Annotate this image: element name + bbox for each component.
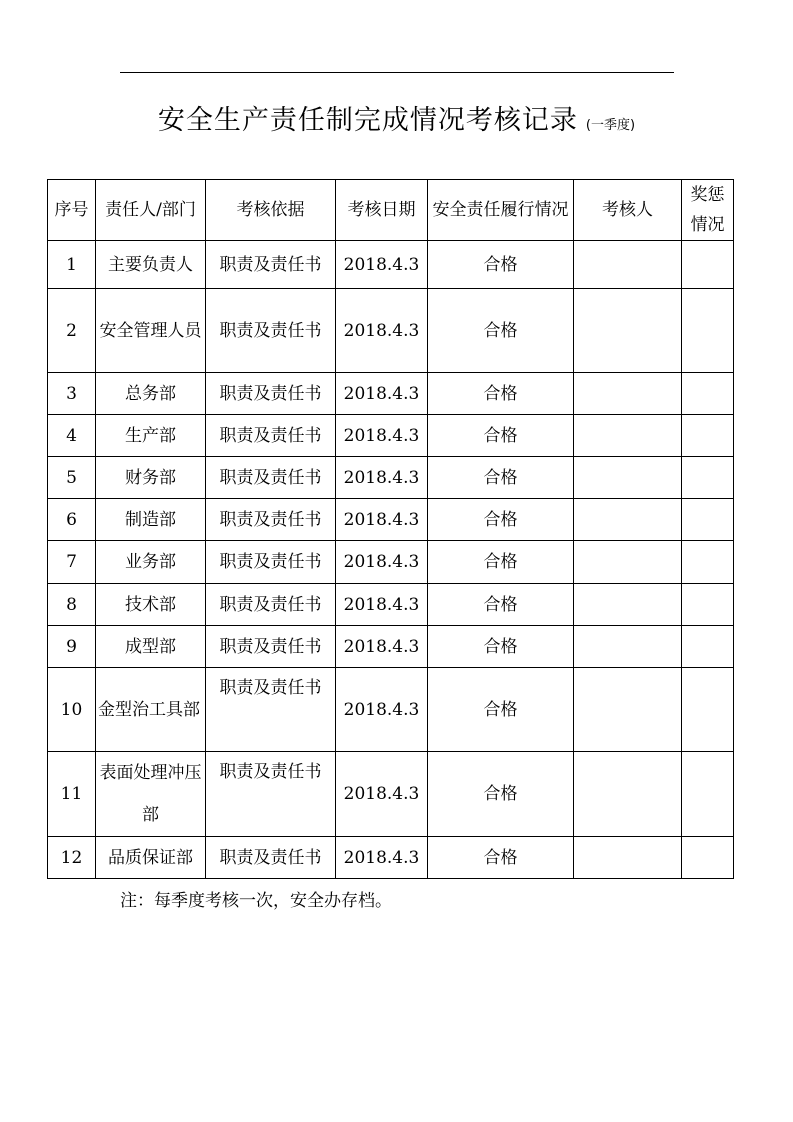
table-row bbox=[48, 373, 734, 415]
cell-dept: 业务部 bbox=[96, 541, 206, 584]
footnote: 注：每季度考核一次，安全办存档。 bbox=[120, 891, 392, 911]
cell-date: 2018.4.3 bbox=[336, 241, 428, 289]
cell-dept: 财务部 bbox=[96, 457, 206, 499]
cell-assessor bbox=[574, 668, 682, 752]
cell-date: 2018.4.3 bbox=[336, 373, 428, 415]
cell-assessor bbox=[574, 752, 682, 837]
cell-assessor bbox=[574, 837, 682, 879]
cell-basis: 职责及责任书 bbox=[206, 752, 336, 837]
cell-no: 5 bbox=[48, 457, 96, 499]
cell-status: 合格 bbox=[428, 415, 574, 457]
header-date: 考核日期 bbox=[336, 180, 428, 241]
cell-assessor bbox=[574, 584, 682, 626]
cell-date: 2018.4.3 bbox=[336, 541, 428, 584]
cell-basis: 职责及责任书 bbox=[206, 837, 336, 879]
table-row bbox=[48, 752, 734, 837]
cell-no: 12 bbox=[48, 837, 96, 879]
cell-assessor bbox=[574, 457, 682, 499]
cell-date: 2018.4.3 bbox=[336, 289, 428, 373]
cell-reward bbox=[682, 241, 734, 289]
header-assessor: 考核人 bbox=[574, 180, 682, 241]
cell-no: 6 bbox=[48, 499, 96, 541]
cell-basis: 职责及责任书 bbox=[206, 499, 336, 541]
title-text: 安全生产责任制完成情况考核记录 bbox=[157, 105, 578, 136]
cell-status: 合格 bbox=[428, 373, 574, 415]
cell-assessor bbox=[574, 415, 682, 457]
table-row bbox=[48, 241, 734, 289]
header-dept: 责任人/部门 bbox=[96, 180, 206, 241]
cell-assessor bbox=[574, 541, 682, 584]
cell-basis: 职责及责任书 bbox=[206, 541, 336, 584]
cell-basis: 职责及责任书 bbox=[206, 668, 336, 752]
cell-reward bbox=[682, 457, 734, 499]
cell-status: 合格 bbox=[428, 241, 574, 289]
cell-date: 2018.4.3 bbox=[336, 457, 428, 499]
cell-dept: 制造部 bbox=[96, 499, 206, 541]
cell-date: 2018.4.3 bbox=[336, 752, 428, 837]
table-row bbox=[48, 837, 734, 879]
cell-status: 合格 bbox=[428, 457, 574, 499]
cell-reward bbox=[682, 837, 734, 879]
cell-status: 合格 bbox=[428, 584, 574, 626]
quarter-label: (一季度) bbox=[585, 118, 636, 133]
cell-no: 3 bbox=[48, 373, 96, 415]
cell-dept: 成型部 bbox=[96, 626, 206, 668]
cell-dept: 表面处理冲压部 bbox=[96, 752, 206, 837]
cell-basis: 职责及责任书 bbox=[206, 584, 336, 626]
cell-status: 合格 bbox=[428, 499, 574, 541]
cell-no: 10 bbox=[48, 668, 96, 752]
cell-reward bbox=[682, 752, 734, 837]
cell-no: 1 bbox=[48, 241, 96, 289]
header-reward: 奖惩情况 bbox=[682, 180, 734, 241]
cell-assessor bbox=[574, 289, 682, 373]
cell-basis: 职责及责任书 bbox=[206, 457, 336, 499]
cell-dept: 技术部 bbox=[96, 584, 206, 626]
table-row bbox=[48, 668, 734, 752]
cell-reward bbox=[682, 626, 734, 668]
cell-assessor bbox=[574, 373, 682, 415]
cell-dept: 总务部 bbox=[96, 373, 206, 415]
cell-status: 合格 bbox=[428, 626, 574, 668]
cell-status: 合格 bbox=[428, 289, 574, 373]
cell-basis: 职责及责任书 bbox=[206, 626, 336, 668]
header-rule bbox=[120, 72, 674, 73]
cell-reward bbox=[682, 289, 734, 373]
cell-reward bbox=[682, 541, 734, 584]
cell-basis: 职责及责任书 bbox=[206, 289, 336, 373]
cell-date: 2018.4.3 bbox=[336, 415, 428, 457]
page-title bbox=[0, 98, 793, 137]
cell-status: 合格 bbox=[428, 668, 574, 752]
cell-date: 2018.4.3 bbox=[336, 584, 428, 626]
header-status: 安全责任履行情况 bbox=[428, 180, 574, 241]
cell-reward bbox=[682, 499, 734, 541]
cell-reward bbox=[682, 668, 734, 752]
table-row bbox=[48, 499, 734, 541]
cell-basis: 职责及责任书 bbox=[206, 373, 336, 415]
cell-reward bbox=[682, 373, 734, 415]
cell-dept: 生产部 bbox=[96, 415, 206, 457]
cell-no: 11 bbox=[48, 752, 96, 837]
cell-basis: 职责及责任书 bbox=[206, 241, 336, 289]
header-basis: 考核依据 bbox=[206, 180, 336, 241]
cell-dept: 安全管理人员 bbox=[96, 289, 206, 373]
cell-date: 2018.4.3 bbox=[336, 837, 428, 879]
cell-assessor bbox=[574, 626, 682, 668]
cell-no: 4 bbox=[48, 415, 96, 457]
cell-reward bbox=[682, 415, 734, 457]
cell-dept: 主要负责人 bbox=[96, 241, 206, 289]
header-row bbox=[48, 180, 734, 241]
cell-status: 合格 bbox=[428, 752, 574, 837]
table-row bbox=[48, 457, 734, 499]
cell-status: 合格 bbox=[428, 837, 574, 879]
cell-assessor bbox=[574, 241, 682, 289]
cell-no: 8 bbox=[48, 584, 96, 626]
header-no: 序号 bbox=[48, 180, 96, 241]
table-row bbox=[48, 584, 734, 626]
cell-status: 合格 bbox=[428, 541, 574, 584]
cell-assessor bbox=[574, 499, 682, 541]
cell-date: 2018.4.3 bbox=[336, 668, 428, 752]
cell-dept: 金型治工具部 bbox=[96, 668, 206, 752]
table-row bbox=[48, 541, 734, 584]
cell-no: 9 bbox=[48, 626, 96, 668]
cell-basis: 职责及责任书 bbox=[206, 415, 336, 457]
cell-dept: 品质保证部 bbox=[96, 837, 206, 879]
assessment-table bbox=[47, 179, 734, 879]
cell-no: 7 bbox=[48, 541, 96, 584]
cell-date: 2018.4.3 bbox=[336, 499, 428, 541]
table-row bbox=[48, 289, 734, 373]
table-row bbox=[48, 626, 734, 668]
cell-date: 2018.4.3 bbox=[336, 626, 428, 668]
table-row bbox=[48, 415, 734, 457]
cell-reward bbox=[682, 584, 734, 626]
cell-no: 2 bbox=[48, 289, 96, 373]
